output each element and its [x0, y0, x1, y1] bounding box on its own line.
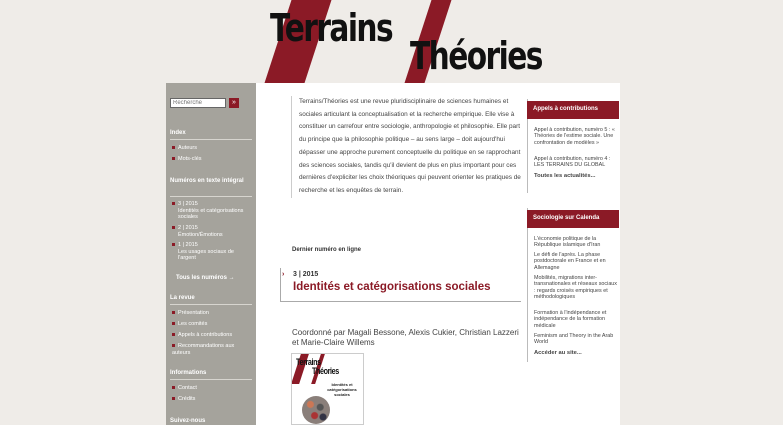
bullet-icon	[172, 344, 175, 347]
appel-item[interactable]: Appel à contribution, numéro 5 : « Théories de l'estime sociale. Une confrontation de modèles »	[534, 127, 615, 146]
bullet-icon	[172, 202, 175, 205]
all-issues-link[interactable]: Tous les numéros →	[176, 275, 235, 281]
site-logo[interactable]	[0, 0, 783, 83]
revue-heading: La revue	[170, 295, 195, 301]
cover-issue-title: Identités et catégorisations sociales	[327, 382, 357, 397]
bullet-icon	[172, 333, 175, 336]
calenda-item[interactable]: Feminism and Theory in the Arab World	[534, 333, 614, 346]
left-sidebar	[166, 83, 256, 425]
appel-item[interactable]: Appel à contribution, numéro 4 : LES TERRAINS DU GLOBAL	[534, 156, 611, 169]
bullet-icon	[172, 322, 175, 325]
sidebar-item-appels[interactable]: Appels à contributions	[172, 332, 252, 339]
calenda-item[interactable]: Formation à l'indépendance et indépendance de la formation médicale	[534, 310, 607, 329]
sidebar-issue-1-2015[interactable]: 1 | 2015 Les usages sociaux de l'argent	[172, 242, 252, 262]
bullet-icon	[172, 146, 175, 149]
sidebar-item-presentation[interactable]: Présentation	[172, 310, 252, 317]
bullet-icon	[172, 311, 175, 314]
sidebar-item-recommandations[interactable]: Recommandations aux auteurs	[172, 343, 235, 356]
issue-coordinators: Coordonné par Magali Bessone, Alexis Cukier, Christian Lazzeri et Marie-Claire Willems	[292, 328, 519, 347]
sidebar-issue-2-2015[interactable]: 2 | 2015 Émotion/Émotions	[172, 225, 252, 238]
search-form	[170, 98, 239, 108]
sidebar-item-contact[interactable]: Contact	[172, 385, 252, 392]
journal-intro: Terrains/Théories est une revue pluridisciplinaire de sciences humaines et sociales articulant la conceptualisation et la recherche empirique. Elle vise à constituer un carrefour entre sociologie, anthropologie et philosophie. Elle part du principe que la philosophie politique – au sens large – doit aujourd'hui dépasser une approche purement conceptuelle du politique en se rapprochant des sciences sociales, tandis qu'il devient de plus en plus important pour ces dernières d'expliciter les choix théoriques qui peuvent orienter les pratiques de recherche et les enquêtes de terrain.	[291, 96, 526, 198]
calenda-item[interactable]: L'économie politique de la République islamique d'Iran	[534, 236, 601, 249]
bullet-icon	[172, 226, 175, 229]
bullet-icon	[172, 397, 175, 400]
latest-issue-label: Dernier numéro en ligne	[292, 247, 362, 253]
calenda-heading: Sociologie sur Calenda	[527, 210, 619, 228]
informations-heading: Informations	[170, 370, 207, 376]
issue-cover-image[interactable]	[291, 353, 364, 425]
cover-word-theories: Théories	[312, 366, 339, 376]
divider	[170, 304, 252, 305]
bullet-icon	[172, 386, 175, 389]
bullet-icon	[172, 243, 175, 246]
all-news-link[interactable]: Toutes les actualités...	[534, 173, 596, 179]
logo-word-terrains: Terrains	[270, 6, 393, 50]
calenda-border	[527, 208, 528, 362]
sidebar-item-auteurs[interactable]: Auteurs	[172, 145, 252, 152]
calenda-site-link[interactable]: Accéder au site...	[534, 350, 582, 356]
calenda-item[interactable]: Mobilités, migrations inter-transnationales et réseaux sociaux : regards croisés empiriques et méthodologiques	[534, 275, 618, 300]
sidebar-issue-3-2015[interactable]: 3 | 2015 Identités et catégorisations sociales	[172, 201, 252, 221]
latest-issue-number[interactable]: › 3 | 2015	[282, 271, 319, 278]
follow-heading: Suivez-nous	[170, 418, 206, 424]
divider	[170, 196, 252, 197]
sidebar-item-mots-cles[interactable]: Mots-clés	[172, 156, 252, 163]
cover-word-terrains: Terrains	[296, 357, 321, 367]
sidebar-item-comites[interactable]: Les comités	[172, 321, 252, 328]
sidebar-item-credits[interactable]: Crédits	[172, 396, 252, 403]
index-heading: Index	[170, 130, 186, 136]
bullet-icon	[172, 157, 175, 160]
arrow-right-icon: ›	[282, 271, 285, 278]
latest-issue-block	[280, 268, 521, 302]
divider	[170, 139, 252, 140]
calenda-item[interactable]: Le défi de l'après. La phase postdoctorale en France et en Allemagne	[534, 252, 606, 271]
latest-issue-title[interactable]: Identités et catégorisations sociales	[293, 281, 491, 293]
cover-illustration	[302, 396, 330, 424]
divider	[170, 379, 252, 380]
search-input[interactable]	[170, 98, 226, 108]
appels-heading: Appels à contributions	[527, 101, 619, 119]
numeros-heading: Numéros en texte intégral	[170, 178, 244, 184]
logo-word-theories: Théories	[410, 34, 542, 78]
search-submit-button[interactable]: »	[229, 98, 239, 108]
